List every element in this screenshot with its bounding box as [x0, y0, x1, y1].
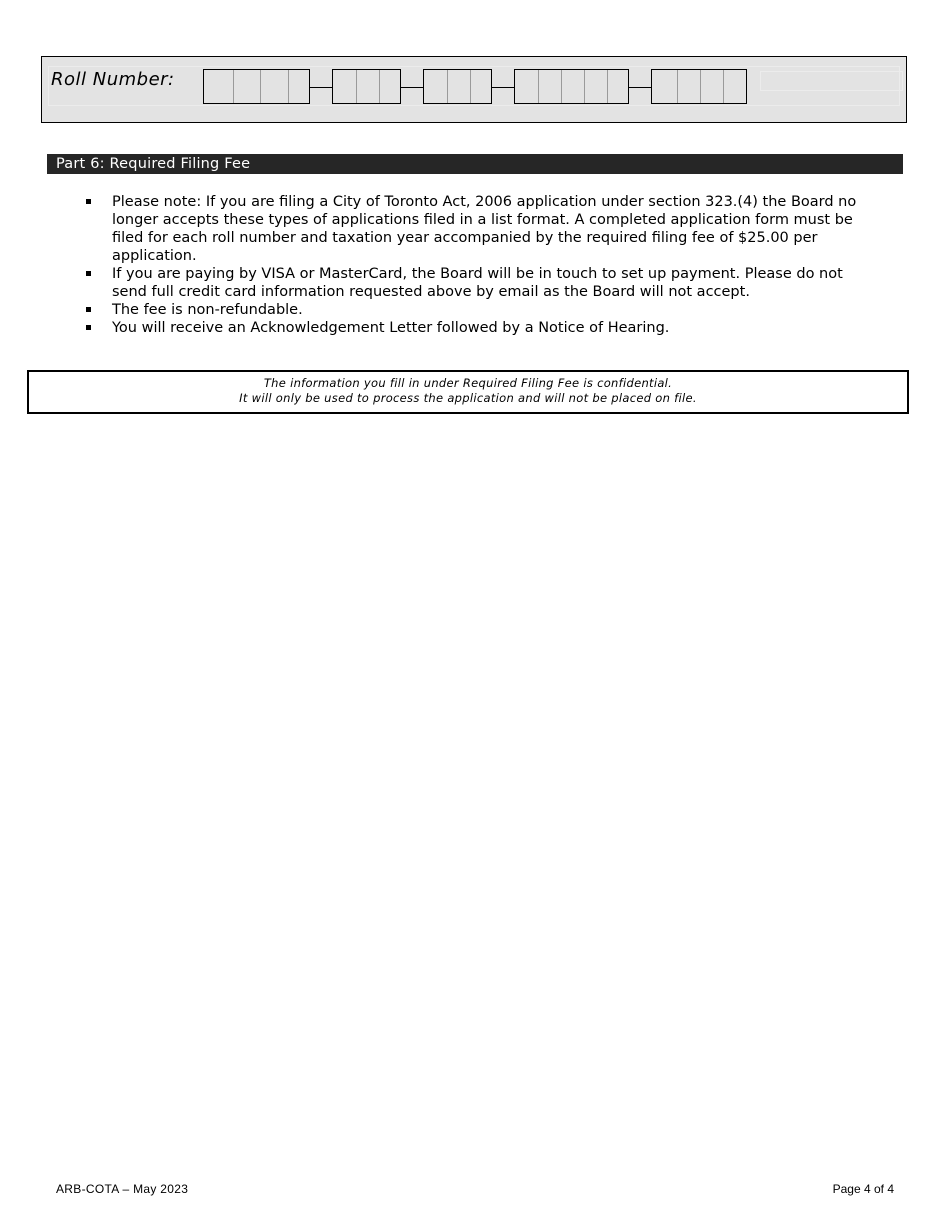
roll-number-group-5[interactable]: [651, 69, 747, 104]
roll-number-group-4[interactable]: [514, 69, 629, 104]
confidential-line-1: The information you fill in under Required Filing Fee is confidential.: [263, 376, 673, 390]
roll-number-dash: [492, 87, 514, 88]
list-item: If you are paying by VISA or MasterCard, the Board will be in touch to set up payment. Please do not send full credit card information requested above by email as the Board will not accept.: [84, 265, 874, 301]
part-6-header: Part 6: Required Filing Fee: [47, 154, 903, 174]
list-item: The fee is non-refundable.: [84, 301, 874, 319]
list-item: You will receive an Acknowledgement Letter followed by a Notice of Hearing.: [84, 319, 874, 337]
filing-fee-notes: [84, 193, 874, 337]
list-item: Please note: If you are filing a City of Toronto Act, 2006 application under section 323.(4) the Board no longer accepts these types of applications filed in a list format. A completed application form must be filed for each roll number and taxation year accompanied by the required filing fee of $25.00 per application.: [84, 193, 874, 265]
roll-number-group-3[interactable]: [423, 69, 492, 104]
roll-number-dash: [629, 87, 651, 88]
roll-number-group-1[interactable]: [203, 69, 310, 104]
confidential-notice: [27, 370, 909, 414]
page-number: Page 4 of 4: [832, 1182, 894, 1196]
roll-number-group-2[interactable]: [332, 69, 401, 104]
roll-number-frame-right: [760, 71, 903, 91]
roll-number-dash: [310, 87, 332, 88]
roll-number-label: Roll Number:: [51, 69, 175, 90]
roll-number-dash: [401, 87, 423, 88]
form-id: ARB-COTA – May 2023: [56, 1182, 189, 1196]
roll-number-section: [41, 56, 907, 123]
confidential-line-2: It will only be used to process the application and will not be placed on file.: [239, 391, 697, 405]
